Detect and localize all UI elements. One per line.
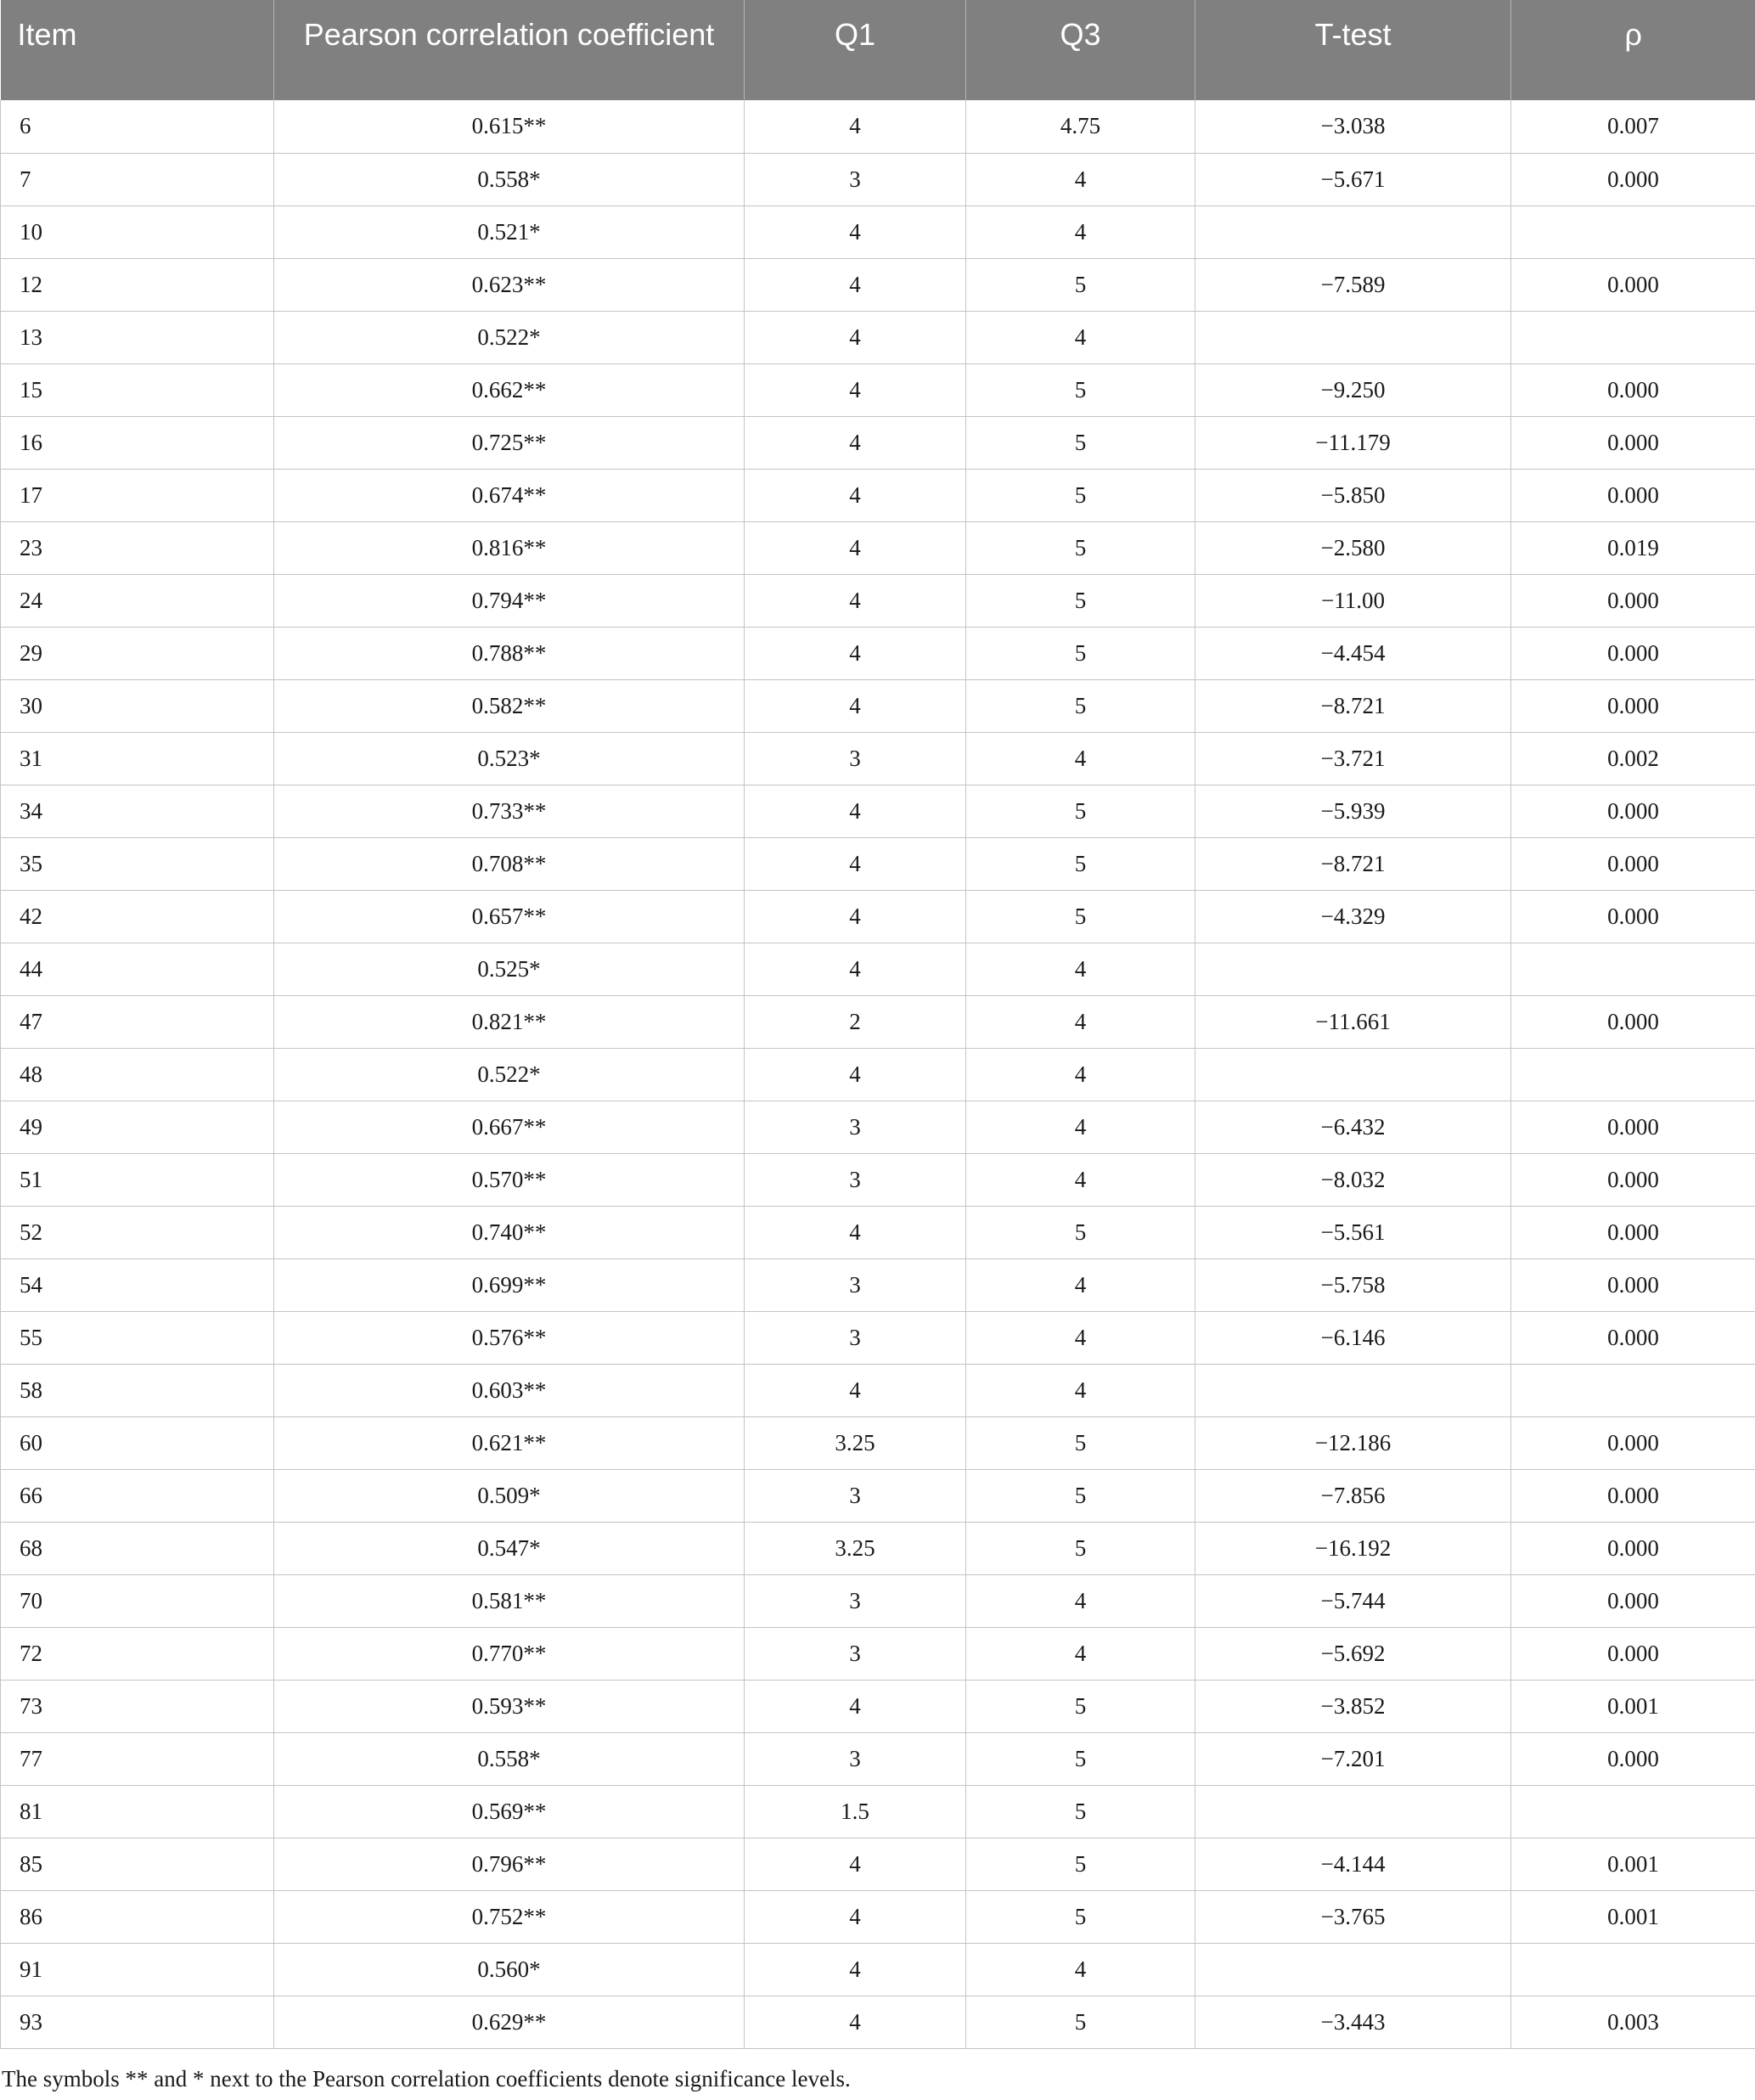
cell-ttest: −11.00 xyxy=(1195,574,1511,627)
cell-rho: 0.000 xyxy=(1511,258,1755,311)
cell-q3: 5 xyxy=(966,258,1195,311)
cell-q3: 4 xyxy=(966,1048,1195,1101)
cell-item: 13 xyxy=(1,311,274,363)
cell-ttest xyxy=(1195,1785,1511,1838)
cell-ttest: −5.671 xyxy=(1195,153,1511,205)
cell-pearson: 0.725** xyxy=(274,416,745,469)
cell-ttest: −11.661 xyxy=(1195,995,1511,1048)
cell-q1: 3 xyxy=(745,1311,966,1364)
cell-item: 30 xyxy=(1,679,274,732)
cell-q3: 4.75 xyxy=(966,100,1195,153)
cell-rho: 0.007 xyxy=(1511,100,1755,153)
cell-q1: 3.25 xyxy=(745,1522,966,1574)
cell-pearson: 0.523* xyxy=(274,732,745,785)
cell-pearson: 0.788** xyxy=(274,627,745,679)
cell-pearson: 0.558* xyxy=(274,1732,745,1785)
table-row xyxy=(1,1943,1755,1996)
cell-item: 24 xyxy=(1,574,274,627)
cell-rho xyxy=(1511,1943,1755,1996)
cell-q1: 4 xyxy=(745,205,966,258)
table-row xyxy=(1,574,1755,627)
cell-ttest: −3.852 xyxy=(1195,1680,1511,1732)
cell-q3: 5 xyxy=(966,1522,1195,1574)
cell-rho: 0.000 xyxy=(1511,627,1755,679)
cell-q1: 3 xyxy=(745,1101,966,1153)
cell-pearson: 0.629** xyxy=(274,1996,745,2048)
cell-q3: 5 xyxy=(966,627,1195,679)
cell-q3: 4 xyxy=(966,153,1195,205)
table-row xyxy=(1,1574,1755,1627)
cell-rho: 0.019 xyxy=(1511,521,1755,574)
cell-rho: 0.000 xyxy=(1511,416,1755,469)
table-row xyxy=(1,679,1755,732)
cell-pearson: 0.576** xyxy=(274,1311,745,1364)
cell-q1: 2 xyxy=(745,995,966,1048)
cell-q1: 4 xyxy=(745,258,966,311)
cell-q1: 4 xyxy=(745,469,966,521)
cell-ttest xyxy=(1195,205,1511,258)
table-row xyxy=(1,1416,1755,1469)
table-row xyxy=(1,311,1755,363)
cell-pearson: 0.509* xyxy=(274,1469,745,1522)
cell-item: 70 xyxy=(1,1574,274,1627)
table-row xyxy=(1,1627,1755,1680)
cell-rho: 0.000 xyxy=(1511,1627,1755,1680)
cell-q1: 4 xyxy=(745,1838,966,1890)
cell-item: 10 xyxy=(1,205,274,258)
cell-q3: 4 xyxy=(966,1627,1195,1680)
cell-q1: 4 xyxy=(745,785,966,837)
cell-pearson: 0.521* xyxy=(274,205,745,258)
cell-rho: 0.000 xyxy=(1511,995,1755,1048)
cell-item: 12 xyxy=(1,258,274,311)
table-row xyxy=(1,995,1755,1048)
cell-item: 60 xyxy=(1,1416,274,1469)
cell-q1: 4 xyxy=(745,627,966,679)
table-row xyxy=(1,785,1755,837)
table-row xyxy=(1,1101,1755,1153)
cell-rho: 0.000 xyxy=(1511,1311,1755,1364)
table-row xyxy=(1,1890,1755,1943)
cell-rho: 0.000 xyxy=(1511,1153,1755,1206)
header-q1: Q1 xyxy=(745,0,966,100)
cell-rho: 0.000 xyxy=(1511,1469,1755,1522)
cell-pearson: 0.560* xyxy=(274,1943,745,1996)
cell-ttest: −12.186 xyxy=(1195,1416,1511,1469)
cell-pearson: 0.821** xyxy=(274,995,745,1048)
cell-item: 66 xyxy=(1,1469,274,1522)
table-row xyxy=(1,1206,1755,1258)
cell-pearson: 0.794** xyxy=(274,574,745,627)
table-row xyxy=(1,1048,1755,1101)
cell-rho: 0.003 xyxy=(1511,1996,1755,2048)
cell-item: 7 xyxy=(1,153,274,205)
cell-item: 58 xyxy=(1,1364,274,1416)
cell-q3: 5 xyxy=(966,1838,1195,1890)
cell-pearson: 0.770** xyxy=(274,1627,745,1680)
cell-q3: 5 xyxy=(966,469,1195,521)
table-footnote: The symbols ** and * next to the Pearson correlation coefficients denote significance levels. xyxy=(2,2065,851,2092)
cell-pearson: 0.708** xyxy=(274,837,745,890)
cell-item: 17 xyxy=(1,469,274,521)
cell-ttest xyxy=(1195,311,1511,363)
cell-rho: 0.000 xyxy=(1511,153,1755,205)
cell-item: 31 xyxy=(1,732,274,785)
cell-rho: 0.002 xyxy=(1511,732,1755,785)
table-row xyxy=(1,153,1755,205)
table-row xyxy=(1,732,1755,785)
cell-ttest: −3.765 xyxy=(1195,1890,1511,1943)
cell-q3: 4 xyxy=(966,1943,1195,1996)
cell-q3: 5 xyxy=(966,1416,1195,1469)
cell-q3: 5 xyxy=(966,837,1195,890)
cell-q1: 4 xyxy=(745,1364,966,1416)
table-row xyxy=(1,627,1755,679)
cell-q1: 3 xyxy=(745,1732,966,1785)
cell-pearson: 0.522* xyxy=(274,1048,745,1101)
cell-q3: 5 xyxy=(966,363,1195,416)
cell-q3: 4 xyxy=(966,1153,1195,1206)
cell-item: 86 xyxy=(1,1890,274,1943)
cell-q3: 5 xyxy=(966,1469,1195,1522)
cell-q1: 3 xyxy=(745,1574,966,1627)
cell-rho: 0.000 xyxy=(1511,1206,1755,1258)
table-row xyxy=(1,416,1755,469)
cell-ttest: −6.146 xyxy=(1195,1311,1511,1364)
cell-q1: 3 xyxy=(745,1153,966,1206)
cell-pearson: 0.525* xyxy=(274,943,745,995)
cell-pearson: 0.569** xyxy=(274,1785,745,1838)
table-row xyxy=(1,1522,1755,1574)
cell-q3: 5 xyxy=(966,1785,1195,1838)
cell-q3: 5 xyxy=(966,1996,1195,2048)
cell-pearson: 0.674** xyxy=(274,469,745,521)
cell-q3: 4 xyxy=(966,943,1195,995)
table-row xyxy=(1,205,1755,258)
cell-rho: 0.001 xyxy=(1511,1890,1755,1943)
cell-ttest: −4.144 xyxy=(1195,1838,1511,1890)
header-pearson: Pearson correlation coefficient xyxy=(274,0,745,100)
cell-q1: 3.25 xyxy=(745,1416,966,1469)
cell-q3: 4 xyxy=(966,311,1195,363)
table-row xyxy=(1,1153,1755,1206)
cell-rho: 0.001 xyxy=(1511,1680,1755,1732)
table-row xyxy=(1,943,1755,995)
cell-pearson: 0.740** xyxy=(274,1206,745,1258)
cell-ttest: −5.758 xyxy=(1195,1258,1511,1311)
cell-ttest: −5.850 xyxy=(1195,469,1511,521)
cell-rho: 0.000 xyxy=(1511,1258,1755,1311)
cell-q1: 3 xyxy=(745,1627,966,1680)
cell-ttest: −5.744 xyxy=(1195,1574,1511,1627)
cell-pearson: 0.816** xyxy=(274,521,745,574)
cell-q1: 4 xyxy=(745,1206,966,1258)
cell-ttest xyxy=(1195,1048,1511,1101)
table-row xyxy=(1,521,1755,574)
cell-item: 23 xyxy=(1,521,274,574)
table-row xyxy=(1,1838,1755,1890)
cell-ttest: −2.580 xyxy=(1195,521,1511,574)
table-row xyxy=(1,1680,1755,1732)
table-row xyxy=(1,1311,1755,1364)
cell-ttest: −5.561 xyxy=(1195,1206,1511,1258)
cell-ttest: −4.454 xyxy=(1195,627,1511,679)
cell-q3: 5 xyxy=(966,1206,1195,1258)
cell-q1: 4 xyxy=(745,943,966,995)
cell-pearson: 0.615** xyxy=(274,100,745,153)
cell-q3: 4 xyxy=(966,1311,1195,1364)
cell-q1: 3 xyxy=(745,153,966,205)
cell-q1: 4 xyxy=(745,837,966,890)
header-row xyxy=(1,0,1755,100)
cell-pearson: 0.657** xyxy=(274,890,745,943)
cell-item: 52 xyxy=(1,1206,274,1258)
cell-pearson: 0.547* xyxy=(274,1522,745,1574)
cell-q1: 3 xyxy=(745,732,966,785)
cell-ttest: −7.856 xyxy=(1195,1469,1511,1522)
cell-item: 68 xyxy=(1,1522,274,1574)
cell-item: 54 xyxy=(1,1258,274,1311)
cell-rho xyxy=(1511,205,1755,258)
cell-q1: 4 xyxy=(745,521,966,574)
cell-item: 93 xyxy=(1,1996,274,2048)
cell-q3: 5 xyxy=(966,574,1195,627)
cell-q1: 4 xyxy=(745,890,966,943)
table-row xyxy=(1,1732,1755,1785)
header-q3: Q3 xyxy=(966,0,1195,100)
cell-item: 35 xyxy=(1,837,274,890)
cell-item: 48 xyxy=(1,1048,274,1101)
cell-item: 72 xyxy=(1,1627,274,1680)
table-row xyxy=(1,258,1755,311)
cell-pearson: 0.733** xyxy=(274,785,745,837)
table-row xyxy=(1,837,1755,890)
cell-ttest: −8.032 xyxy=(1195,1153,1511,1206)
cell-item: 91 xyxy=(1,1943,274,1996)
table-row xyxy=(1,469,1755,521)
cell-q3: 5 xyxy=(966,1680,1195,1732)
header-ttest: T-test xyxy=(1195,0,1511,100)
cell-item: 6 xyxy=(1,100,274,153)
cell-q1: 4 xyxy=(745,416,966,469)
cell-item: 81 xyxy=(1,1785,274,1838)
cell-rho: 0.000 xyxy=(1511,890,1755,943)
cell-ttest: −5.939 xyxy=(1195,785,1511,837)
cell-item: 47 xyxy=(1,995,274,1048)
cell-item: 73 xyxy=(1,1680,274,1732)
cell-pearson: 0.667** xyxy=(274,1101,745,1153)
cell-pearson: 0.796** xyxy=(274,1838,745,1890)
cell-rho: 0.001 xyxy=(1511,1838,1755,1890)
table-row xyxy=(1,1785,1755,1838)
cell-ttest: −7.589 xyxy=(1195,258,1511,311)
cell-item: 85 xyxy=(1,1838,274,1890)
cell-rho: 0.000 xyxy=(1511,1416,1755,1469)
cell-q1: 4 xyxy=(745,1680,966,1732)
table-row xyxy=(1,890,1755,943)
cell-q1: 4 xyxy=(745,1943,966,1996)
cell-ttest: −3.443 xyxy=(1195,1996,1511,2048)
cell-q3: 4 xyxy=(966,1574,1195,1627)
cell-item: 55 xyxy=(1,1311,274,1364)
cell-ttest: −3.038 xyxy=(1195,100,1511,153)
cell-item: 34 xyxy=(1,785,274,837)
cell-ttest: −3.721 xyxy=(1195,732,1511,785)
cell-item: 44 xyxy=(1,943,274,995)
cell-q3: 5 xyxy=(966,890,1195,943)
cell-ttest: −8.721 xyxy=(1195,837,1511,890)
cell-pearson: 0.603** xyxy=(274,1364,745,1416)
cell-pearson: 0.582** xyxy=(274,679,745,732)
cell-pearson: 0.623** xyxy=(274,258,745,311)
cell-q3: 4 xyxy=(966,732,1195,785)
cell-ttest: −7.201 xyxy=(1195,1732,1511,1785)
cell-q1: 4 xyxy=(745,363,966,416)
cell-q3: 5 xyxy=(966,785,1195,837)
table-row xyxy=(1,1258,1755,1311)
header-item: Item xyxy=(1,0,274,100)
cell-rho xyxy=(1511,311,1755,363)
cell-q3: 5 xyxy=(966,1732,1195,1785)
cell-q1: 4 xyxy=(745,1996,966,2048)
cell-item: 16 xyxy=(1,416,274,469)
table-header xyxy=(1,0,1755,100)
cell-rho xyxy=(1511,1785,1755,1838)
cell-q1: 4 xyxy=(745,1890,966,1943)
cell-rho: 0.000 xyxy=(1511,1732,1755,1785)
cell-ttest: −5.692 xyxy=(1195,1627,1511,1680)
cell-ttest: −8.721 xyxy=(1195,679,1511,732)
cell-item: 49 xyxy=(1,1101,274,1153)
cell-ttest: −16.192 xyxy=(1195,1522,1511,1574)
cell-rho: 0.000 xyxy=(1511,1522,1755,1574)
cell-q1: 4 xyxy=(745,679,966,732)
table-row xyxy=(1,1364,1755,1416)
cell-pearson: 0.522* xyxy=(274,311,745,363)
cell-q3: 4 xyxy=(966,205,1195,258)
cell-pearson: 0.699** xyxy=(274,1258,745,1311)
cell-q1: 4 xyxy=(745,311,966,363)
table-row xyxy=(1,1996,1755,2048)
cell-rho xyxy=(1511,1048,1755,1101)
cell-pearson: 0.593** xyxy=(274,1680,745,1732)
cell-q3: 4 xyxy=(966,1101,1195,1153)
cell-rho: 0.000 xyxy=(1511,837,1755,890)
cell-ttest xyxy=(1195,943,1511,995)
cell-q3: 5 xyxy=(966,521,1195,574)
cell-ttest: −11.179 xyxy=(1195,416,1511,469)
table-row xyxy=(1,1469,1755,1522)
cell-rho: 0.000 xyxy=(1511,785,1755,837)
cell-q1: 4 xyxy=(745,1048,966,1101)
cell-pearson: 0.581** xyxy=(274,1574,745,1627)
cell-item: 29 xyxy=(1,627,274,679)
cell-item: 15 xyxy=(1,363,274,416)
table-row xyxy=(1,363,1755,416)
cell-ttest xyxy=(1195,1364,1511,1416)
cell-q3: 5 xyxy=(966,1890,1195,1943)
cell-q1: 1.5 xyxy=(745,1785,966,1838)
table-row xyxy=(1,100,1755,153)
cell-rho: 0.000 xyxy=(1511,469,1755,521)
cell-pearson: 0.621** xyxy=(274,1416,745,1469)
cell-q1: 4 xyxy=(745,100,966,153)
cell-q1: 4 xyxy=(745,574,966,627)
cell-pearson: 0.662** xyxy=(274,363,745,416)
cell-ttest: −6.432 xyxy=(1195,1101,1511,1153)
cell-rho: 0.000 xyxy=(1511,1574,1755,1627)
cell-ttest xyxy=(1195,1943,1511,1996)
cell-q3: 5 xyxy=(966,679,1195,732)
cell-q3: 4 xyxy=(966,1258,1195,1311)
cell-ttest: −9.250 xyxy=(1195,363,1511,416)
cell-rho: 0.000 xyxy=(1511,363,1755,416)
cell-pearson: 0.570** xyxy=(274,1153,745,1206)
cell-rho xyxy=(1511,943,1755,995)
cell-rho: 0.000 xyxy=(1511,679,1755,732)
cell-rho: 0.000 xyxy=(1511,574,1755,627)
cell-q3: 4 xyxy=(966,995,1195,1048)
cell-item: 51 xyxy=(1,1153,274,1206)
cell-rho xyxy=(1511,1364,1755,1416)
cell-item: 77 xyxy=(1,1732,274,1785)
header-rho: ρ xyxy=(1624,17,1642,52)
cell-pearson: 0.558* xyxy=(274,153,745,205)
cell-ttest: −4.329 xyxy=(1195,890,1511,943)
cell-rho: 0.000 xyxy=(1511,1101,1755,1153)
cell-pearson: 0.752** xyxy=(274,1890,745,1943)
cell-q1: 3 xyxy=(745,1469,966,1522)
cell-q3: 4 xyxy=(966,1364,1195,1416)
cell-item: 42 xyxy=(1,890,274,943)
cell-q3: 5 xyxy=(966,416,1195,469)
table-body xyxy=(1,100,1755,2048)
cell-q1: 3 xyxy=(745,1258,966,1311)
